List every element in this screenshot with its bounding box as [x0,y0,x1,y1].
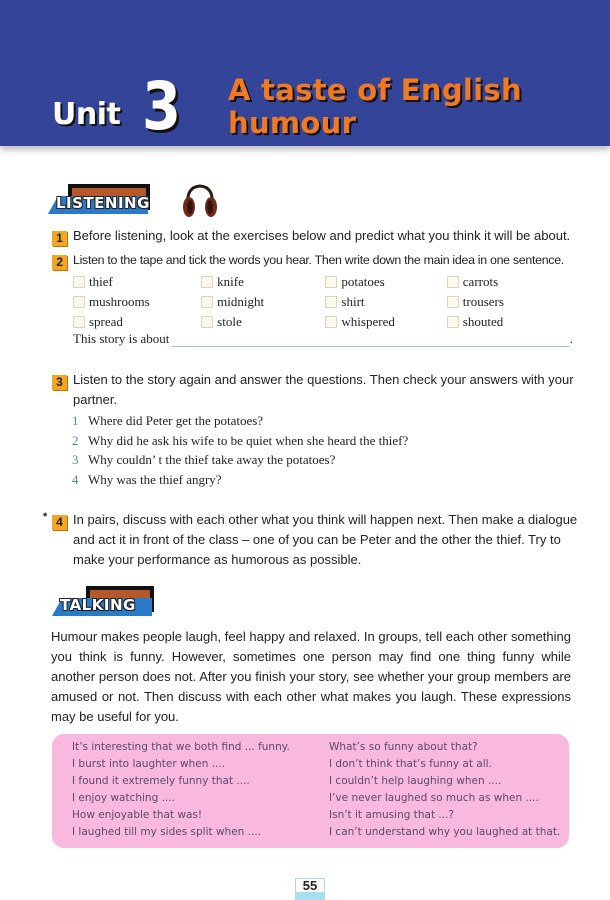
expressions-left-column [72,739,290,841]
word-option[interactable]: trousers [447,294,573,310]
task-4 [52,510,577,570]
expression: I enjoy watching .... [72,792,175,804]
task-text: make your performance as humorous as possible. [73,552,362,567]
question-item: 2 Why did he ask his wife to be quiet when she heard the thief? [72,432,409,448]
word-option[interactable]: shouted [447,314,573,330]
listening-section-tag [48,184,148,214]
word-option[interactable]: whispered [325,314,446,330]
task-2 [52,250,564,270]
talking-tag-label: TALKING [60,596,136,614]
word-option[interactable]: thief [73,274,201,290]
expressions-box [52,734,569,848]
word-option[interactable]: knife [201,274,325,290]
task-text: Listen to the story again and answer the questions. Then check your answers with your [73,372,574,387]
word-row [73,272,573,292]
task-text: Listen to the tape and tick the words you hear. Then write down the main idea in one sentence. [73,253,564,267]
expression: I can’t understand why you laughed at that. [329,826,561,838]
word-checklist [73,272,573,332]
story-answer-blank[interactable] [172,335,568,347]
task-number-badge: 3 [52,375,67,390]
task-number-badge: 2 [52,255,67,270]
expression: Isn’t it amusing that ...? [329,809,454,821]
unit-banner [0,0,610,146]
question-item: 1 Where did Peter get the potatoes? [72,413,264,428]
task-text: and act it in front of the class – one of you can be Peter and the other the thief. Try to [73,532,561,547]
expression: What’s so funny about that? [329,741,478,753]
story-summary-line: This story is about . [73,331,573,346]
unit-title [228,74,522,140]
talking-section-tag [52,586,152,616]
unit-title-line2: humour [228,106,357,140]
optional-task-star: * [43,511,48,523]
story-prompt: This story is about [73,331,170,346]
task-text: In pairs, discuss with each other what you think will happen next. Then make a dialogue [73,512,578,527]
task-text: partner. [73,392,118,407]
checkbox[interactable] [73,296,85,308]
checkbox[interactable] [73,316,85,328]
expression: I burst into laughter when .... [72,758,226,770]
headphones-icon [180,183,220,219]
question-item: 4 Why was the thief angry? [72,471,222,487]
unit-title-line1: A taste of English [228,73,522,107]
task-text: Before listening, look at the exercises below and predict what you think it will be about. [73,228,571,243]
expression: I’ve never laughed so much as when .... [329,792,539,804]
word-option[interactable]: mushrooms [73,294,201,310]
expression: It’s interesting that we both find ... funny. [72,741,290,753]
word-option[interactable]: shirt [325,294,446,310]
word-option[interactable]: potatoes [325,274,446,290]
checkbox[interactable] [325,296,337,308]
checkbox[interactable] [201,276,213,288]
word-option[interactable]: stole [201,314,325,330]
word-option[interactable]: spread [73,314,201,330]
task-number-badge: 1 [52,231,67,246]
unit-number: 3 [142,68,182,145]
checkbox[interactable] [325,316,337,328]
checkbox[interactable] [201,316,213,328]
checkbox[interactable] [447,296,459,308]
word-row [73,292,573,312]
expressions-right-column [329,739,560,841]
page-number: 55 [295,878,325,900]
expression: I couldn’t help laughing when .... [329,775,502,787]
checkbox[interactable] [201,296,213,308]
unit-label: Unit [52,97,121,132]
expression: I found it extremely funny that .... [72,775,250,787]
checkbox[interactable] [73,276,85,288]
expression: I laughed till my sides split when .... [72,826,261,838]
task-3 [52,370,574,410]
task-1 [52,226,570,246]
expression: How enjoyable that was! [72,809,203,821]
word-option[interactable]: carrots [447,274,573,290]
word-option[interactable]: midnight [201,294,325,310]
expression: I don’t think that’s funny at all. [329,758,492,770]
listening-tag-label: LISTENING [56,194,150,212]
task-number-badge: 4 [52,515,67,530]
talking-instructions: Humour makes people laugh, feel happy and relaxed. In groups, tell each other something you think is funny. However, sometimes one person may find one thing funny while another person does not. After you finish your story, see whether your group members are amused or not. Then discuss with each other what makes you laugh. These expressions may be useful for you. [51,629,571,724]
word-row [73,312,573,332]
checkbox[interactable] [447,276,459,288]
question-item: 3 Why couldn’ t the thief take away the potatoes? [72,452,336,467]
checkbox[interactable] [325,276,337,288]
question-list [72,413,408,491]
checkbox[interactable] [447,316,459,328]
